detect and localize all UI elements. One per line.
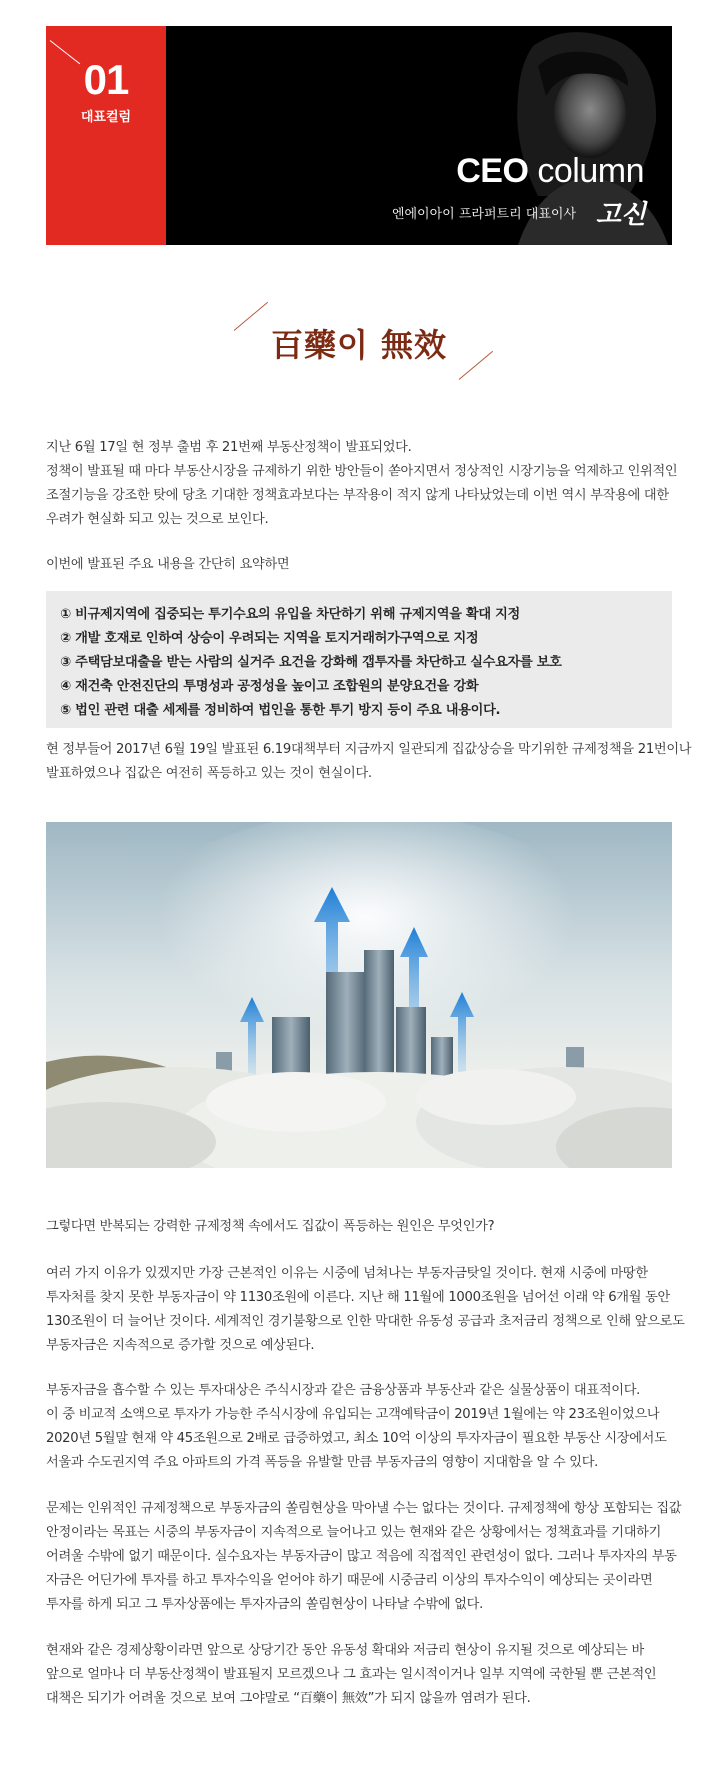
summary-box: [46, 591, 672, 728]
summary-item: ① 비규제지역에 집중되는 투기수요의 유입을 차단하기 위해 규제지역을 확대 지정: [60, 607, 520, 622]
column-category-label: 대표컬럼: [80, 110, 132, 125]
author-position: 엔에이아이 프라퍼트리 대표이사: [391, 207, 576, 222]
summary-item: ⑤ 법인 관련 대출 세제를 정비하여 법인을 통한 투기 방지 등이 주요 내용이다.: [60, 703, 501, 718]
summary-item: ③ 주택담보대출을 받는 사람의 실거주 요건을 강화해 갭투자를 차단하고 실수요자를 보호: [60, 655, 562, 670]
body-paragraph-3: 문제는 인위적인 규제정책으로 부동자금의 쏠림현상을 막아낼 수는 없다는 것이다. 규제정책에 항상 포함되는 집값 안정이라는 목표는 시중의 부동자금이 지속적으로 늘어나고 있는 현재와 같은 상황에서는 정책효과를 기대하기 어려울 수밖에 없기 때문이다. 실수요자는 부동자금이 많고 적음에 직접적인 관련성이 없다. 그러나 투자자의 부동 자금은 어딘가에 투자를 하고 투자수익을 얻어야 하기 때문에 시중금리 이상의 투자수익이 예상되는 곳이라면 투자를 하게 되고 그 투자상품에는 투자자금의 쏠림현상이 나타날 수밖에 없다.: [46, 1501, 682, 1612]
summary-item: ④ 재건축 안전진단의 투명성과 공정성을 높이고 조합원의 분양요건을 강화: [60, 679, 479, 694]
article-headline: 百藥이 無效: [270, 326, 448, 364]
body-paragraph-2: 부동자금을 흡수할 수 있는 투자대상은 주식시장과 같은 금융상품과 부동산과 같은 실물상품이 대표적이다. 이 중 비교적 소액으로 투자가 가능한 주식시장에 유입되는 고객예탁금이 2019년 1월에는 약 23조원이었으나 2020년 5월말 현재 약 45조원으로 2배로 급증하였고, 최소 10억 이상의 투자자금이 필요한 부동산 시장에서도 서울과 수도권지역 주요 아파트의 가격 폭등을 유발할 만큼 부동자금의 영향이 지대함을 알 수 있다.: [46, 1383, 667, 1470]
question-paragraph: 그렇다면 반복되는 강력한 규제정책 속에서도 집값이 폭등하는 원인은 무엇인가?: [46, 1219, 495, 1234]
summary-lead: 이번에 발표된 주요 내용을 간단히 요약하면: [46, 557, 290, 572]
body-paragraph-1: 여러 가지 이유가 있겠지만 가장 근본적인 이유는 시중에 넘쳐나는 부동자금탓일 것이다. 현재 시중에 마땅한 투자처를 찾지 못한 부동자금이 약 1130조원에 이른다. 지난 해 11월에 1000조원을 넘어선 이래 약 6개월 동안 130조원이 더 늘어난 것이다. 세계적인 경기불황으로 인한 막대한 유동성 공급과 초저금리 정책으로 인해 앞으로도 부동자금은 지속적으로 증가할 것으로 예상된다.: [46, 1266, 685, 1353]
intro-paragraph: 지난 6월 17일 현 정부 출범 후 21번째 부동산정책이 발표되었다. 정책이 발표될 때 마다 부동산시장을 규제하기 위한 방안들이 쏟아지면서 정상적인 시장기능을 억제하고 인위적인 조절기능을 강조한 탓에 당초 기대한 정책효과보다는 부작용이 적지 않게 나타났었는데 이번 역시 부작용에 대한 우려가 현실화 되고 있는 것으로 보인다.: [46, 440, 678, 527]
column-number: 01: [83, 56, 129, 103]
author-signature: 고신: [595, 200, 646, 230]
body-paragraph-4: 현재와 같은 경제상황이라면 앞으로 상당기간 동안 유동성 확대와 저금리 현상이 유지될 것으로 예상되는 바 앞으로 얼마나 더 부동산정책이 발표될지 모르겠으나 그 효과는 일시적이거나 일부 지역에 국한될 뿐 근본적인 대책은 되기가 어려울 것으로 보여 그야말로 “百藥이 無效”가 되지 않을까 염려가 된다.: [46, 1643, 657, 1706]
after-summary-paragraph: 현 정부들어 2017년 6월 19일 발표된 6.19대책부터 지금까지 일관되게 집값상승을 막기위한 규제정책을 21번이나 발표하였으나 집값은 여전히 폭등하고 있는 것이 현실이다.: [46, 742, 692, 781]
ceo-column-title: CEO column: [456, 152, 644, 190]
article-headline-area: [46, 300, 672, 380]
ceo-column-banner: [46, 26, 672, 245]
summary-item: ② 개발 호재로 인하여 상승이 우려되는 지역을 토지거래허가구역으로 지정: [60, 631, 479, 646]
column-number-block: [46, 26, 166, 245]
city-in-clouds-image: [46, 822, 672, 1168]
